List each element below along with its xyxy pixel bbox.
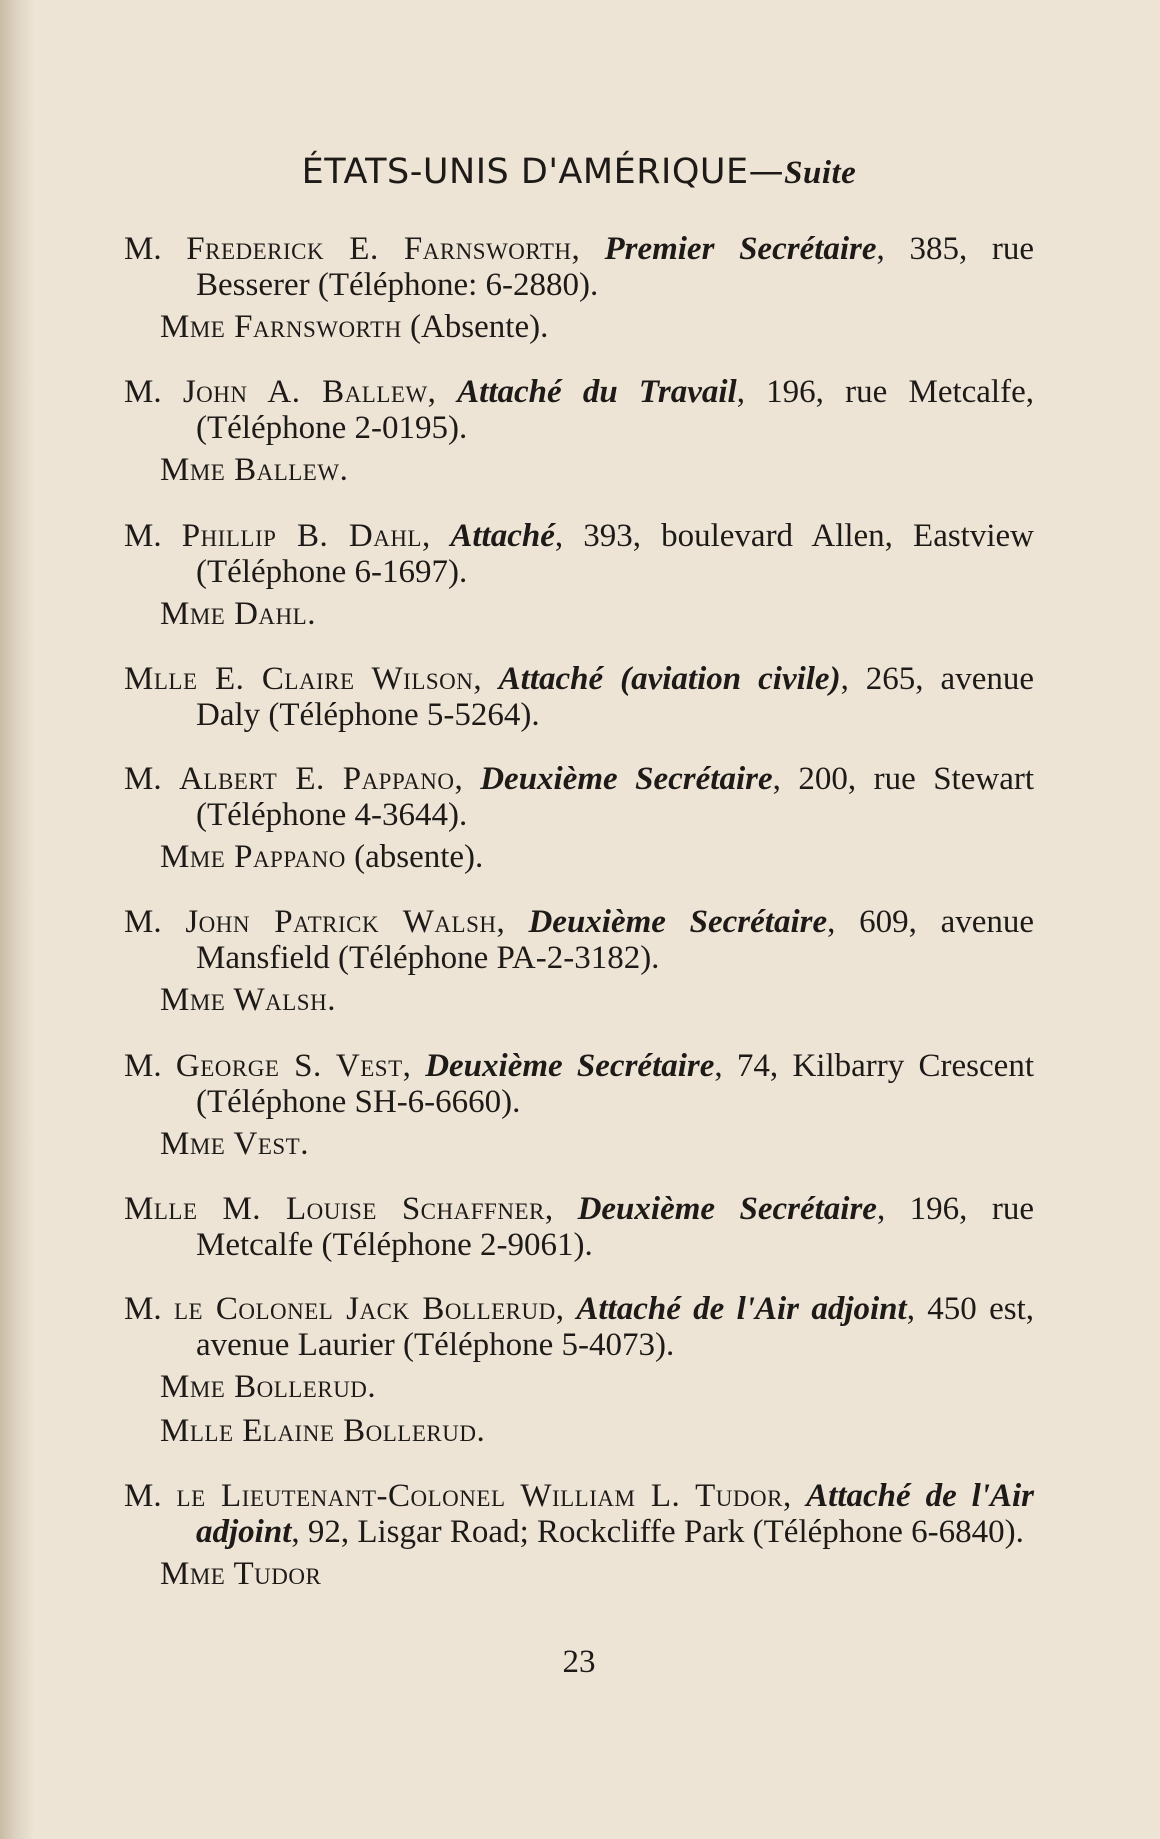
entry-separator: , — [427, 374, 458, 410]
spouse-line — [124, 1367, 1034, 1407]
entry-prefix: M. — [124, 1291, 174, 1327]
entry-line — [124, 1291, 1034, 1363]
spouse-name: Mme Vest — [160, 1126, 301, 1162]
spouse-note: . — [307, 596, 316, 632]
entry-address: , 92, Lisgar Road; Rockcliffe Park (Téléphone 6-6840). — [291, 1514, 1024, 1550]
spouse-line — [124, 837, 1034, 877]
entry-prefix: M. — [124, 1478, 177, 1514]
entry-title: Deuxième Secrétaire — [480, 761, 773, 797]
entry-line — [124, 374, 1034, 446]
spouse-line — [124, 450, 1034, 490]
entry-address: , 265, avenue Daly (Téléphone 5-5264). — [196, 661, 1034, 733]
entry-title: Premier Secrétaire — [604, 231, 877, 267]
directory-entry — [124, 661, 1034, 733]
spouse-note: . — [327, 982, 336, 1018]
entry-title: Attaché (aviation civile) — [498, 661, 841, 697]
entry-prefix: M. — [124, 761, 180, 797]
spouse-line — [124, 594, 1034, 634]
spouse-note: . — [367, 1369, 376, 1405]
book-gutter-shadow — [0, 0, 34, 1839]
entry-name: le Lieutenant-Colonel William L. Tudor — [176, 1478, 783, 1514]
entry-line — [124, 904, 1034, 976]
page-header — [124, 150, 1034, 195]
directory-entry — [124, 1191, 1034, 1263]
entry-prefix: M. — [124, 518, 182, 554]
spouse-line — [124, 980, 1034, 1020]
entry-prefix: M. — [124, 231, 187, 267]
header-suite: Suite — [784, 155, 857, 191]
entry-name: John Patrick Walsh — [185, 904, 497, 940]
spouse-name: Mme Tudor — [160, 1556, 322, 1592]
entry-separator: , — [402, 1048, 426, 1084]
entry-address: , 450 est, avenue Laurier (Téléphone 5-4073). — [196, 1291, 1035, 1363]
spouse-line — [124, 1554, 1034, 1594]
spouse-line — [124, 307, 1034, 347]
entry-prefix: M. — [124, 1048, 176, 1084]
spouse-name: Mme Pappano — [160, 839, 346, 875]
header-country: ÉTATS-UNIS D'AMÉRIQUE— — [301, 152, 785, 192]
entry-name: George S. Vest — [175, 1048, 403, 1084]
directory-entry — [124, 518, 1034, 634]
entry-line — [124, 518, 1034, 590]
entry-name: Mlle E. Claire Wilson — [124, 661, 474, 697]
entry-line — [124, 1191, 1034, 1263]
entry-separator: , — [782, 1478, 807, 1514]
entry-address: , 393, boulevard Allen, Eastview (Téléphone 6-1697). — [196, 518, 1035, 590]
spouse-note: . — [300, 1126, 309, 1162]
entry-separator: , — [454, 761, 481, 797]
spouse-note: (Absente). — [401, 309, 549, 345]
entry-name: Frederick E. Farnsworth — [186, 231, 572, 267]
entry-address: , 609, avenue Mansfield (Téléphone PA-2-3182). — [196, 904, 1035, 976]
entry-title: Deuxième Secrétaire — [425, 1048, 715, 1084]
spouse-name: Mme Ballew — [160, 452, 340, 488]
entry-separator: , — [571, 231, 605, 267]
document-page — [124, 0, 1034, 1839]
entry-line — [124, 1478, 1034, 1550]
entry-title: Attaché — [450, 518, 555, 554]
entry-title: Deuxième Secrétaire — [577, 1191, 877, 1227]
spouse-name: Mme Farnsworth — [160, 309, 402, 345]
spouse-name: Mlle Elaine Bollerud — [160, 1413, 477, 1449]
spouse-name: Mme Bollerud — [160, 1369, 368, 1405]
directory-entry — [124, 231, 1034, 347]
entry-separator: , — [544, 1191, 578, 1227]
entry-title: Deuxième Secrétaire — [528, 904, 828, 940]
directory-entry — [124, 1291, 1034, 1451]
entry-name: John A. Ballew — [182, 374, 428, 410]
entry-name: le Colonel Jack Bollerud — [173, 1291, 556, 1327]
directory-entry — [124, 1478, 1034, 1594]
entry-line — [124, 231, 1034, 303]
entry-address: , 196, rue Metcalfe (Téléphone 2-9061). — [196, 1191, 1035, 1263]
spouse-line — [124, 1124, 1034, 1164]
entry-line — [124, 661, 1034, 733]
entry-prefix: M. — [124, 904, 186, 940]
entry-separator: , — [422, 518, 451, 554]
entry-separator: , — [555, 1291, 577, 1327]
entry-separator: , — [496, 904, 529, 940]
spouse-line — [124, 1411, 1034, 1451]
spouse-note: . — [476, 1413, 485, 1449]
directory-entry — [124, 904, 1034, 1020]
entry-name: Phillip B. Dahl — [181, 518, 422, 554]
entry-title: Attaché de l'Air adjoint — [196, 1478, 1035, 1550]
entry-prefix: M. — [124, 374, 183, 410]
spouse-name: Mme Walsh — [160, 982, 328, 1018]
entry-title: Attaché du Travail — [457, 374, 737, 410]
entry-address: , 196, rue Metcalfe, (Téléphone 2-0195). — [196, 374, 1034, 446]
spouse-note: (absente). — [345, 839, 484, 875]
entry-separator: , — [473, 661, 499, 697]
entry-line — [124, 761, 1034, 833]
entry-line — [124, 1048, 1034, 1120]
entry-title: Attaché de l'Air adjoint — [576, 1291, 907, 1327]
directory-entry — [124, 761, 1034, 877]
spouse-name: Mme Dahl — [160, 596, 308, 632]
directory-entry — [124, 1048, 1034, 1164]
entry-name: Mlle M. Louise Schaffner — [124, 1191, 545, 1227]
entry-name: Albert E. Pappano — [179, 761, 455, 797]
spouse-note: . — [339, 452, 348, 488]
entry-address: , 200, rue Stewart (Téléphone 4-3644). — [196, 761, 1034, 833]
directory-entry — [124, 374, 1034, 490]
entry-address: , 385, rue Besserer (Téléphone: 6-2880). — [196, 231, 1035, 303]
entry-address: , 74, Kilbarry Crescent (Téléphone SH-6-6660). — [196, 1048, 1034, 1120]
page-number: 23 — [562, 1644, 596, 1680]
